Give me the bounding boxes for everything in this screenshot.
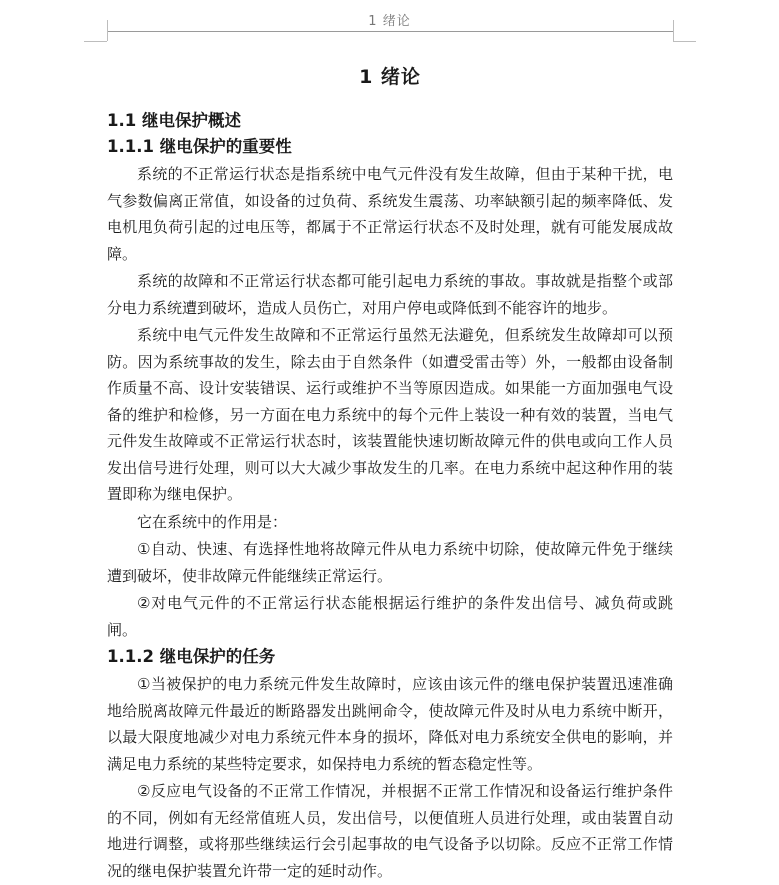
header-rule (107, 31, 673, 32)
chapter-title: 1 绪论 (359, 66, 421, 88)
crop-mark-top-left-vertical (107, 20, 108, 41)
list-item-paragraph: ②反应电气设备的不正常工作情况，并根据不正常工作情况和设备运行维护条件的不同，例如有无经常值班人员，发出信号，以便值班人员进行处理，或由装置自动地进行调整，或将那些继续运行会引起事故的电气设备予以切除。反应不正常工作情况的继电保护装置允许带一定的延时动作。 (107, 782, 673, 880)
section-heading-1-1-1: 1.1.1 继电保护的重要性 (107, 137, 292, 156)
section-heading-1-1-2: 1.1.2 继电保护的任务 (107, 647, 276, 666)
section-heading-1-1: 1.1 继电保护概述 (107, 111, 241, 130)
list-item-paragraph: ①当被保护的电力系统元件发生故障时，应该由该元件的继电保护装置迅速准确地给脱离故障元件最近的断路器发出跳闸命令，使故障元件及时从电力系统中断开，以最大限度地减少对电力系统元件本身的损坏，降低对电力系统安全供电的影响，并满足电力系统的某些特定要求，如保持电力系统的暂态稳定性等。 (107, 675, 673, 773)
crop-mark-top-left-horizontal (84, 41, 107, 42)
paragraph: 系统的故障和不正常运行状态都可能引起电力系统的事故。事故就是指整个或部分电力系统遭到破坏，造成人员伤亡，对用户停电或降低到不能容许的地步。 (107, 272, 673, 317)
paragraph: 系统的不正常运行状态是指系统中电气元件没有发生故障，但由于某种干扰，电气参数偏离正常值，如设备的过负荷、系统发生震荡、功率缺额引起的频率降低、发电机甩负荷引起的过电压等，都属于不正常运行状态不及时处理，就有可能发展成故障。 (107, 165, 673, 263)
list-item-paragraph: ②对电气元件的不正常运行状态能根据运行维护的条件发出信号、减负荷或跳闸。 (107, 594, 673, 639)
list-item-paragraph: ①自动、快速、有选择性地将故障元件从电力系统中切除，使故障元件免于继续遭到破坏，使非故障元件能继续正常运行。 (107, 540, 673, 585)
crop-mark-top-right-horizontal (673, 41, 696, 42)
running-header: 1 绪论 (368, 14, 411, 29)
document-body[interactable] (107, 60, 673, 885)
paragraph: 系统中电气元件发生故障和不正常运行虽然无法避免，但系统发生故障却可以预防。因为系统事故的发生，除去由于自然条件（如遭受雷击等）外，一般都由设备制作质量不高、设计安装错误、运行或维护不当等原因造成。如果能一方面加强电气设备的维护和检修，另一方面在电力系统中的每个元件上装设一种有效的装置，当电气元件发生故障或不正常运行状态时，该装置能快速切断故障元件的供电或向工作人员发出信号进行处理，则可以大大减少事故发生的几率。在电力系统中起这种作用的装置即称为继电保护。 (107, 326, 673, 503)
paragraph: 它在系统中的作用是： (137, 512, 288, 531)
crop-mark-top-right-vertical (673, 20, 674, 41)
